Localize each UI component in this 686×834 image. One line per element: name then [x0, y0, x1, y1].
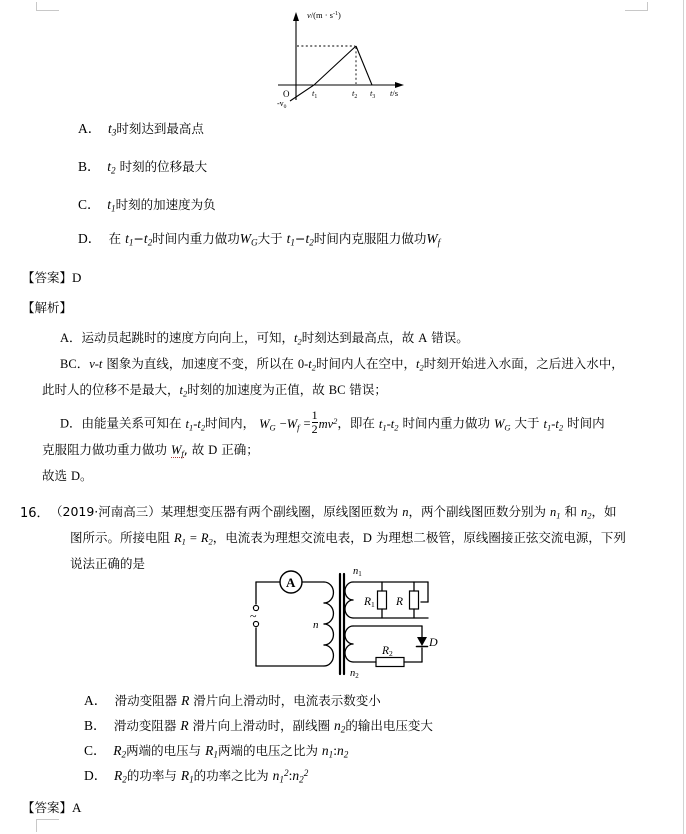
q15-analysis-label-text: 【解析】: [22, 300, 73, 315]
q16-option-b-label: B．: [84, 718, 107, 733]
velocity-time-figure: [0, 0, 686, 108]
q15-answer-value: D: [72, 270, 82, 285]
q16-option-a: A． 滑动变阻器 R 滑片向上滑动时，电流表示数变小: [84, 693, 381, 708]
q15-option-c: C． $t_1$时刻的加速度为负: [78, 197, 216, 214]
q16-number: [20, 502, 50, 521]
crop-mark-bottom-left: [36, 819, 59, 832]
q15-analysis-line-1: A．运动员起跳时的速度方向向上，可知，$t_2$时刻达到最高点，故 A 错误。: [60, 330, 469, 347]
q16-number-text: 16．: [20, 506, 50, 521]
q15-answer-label: 【答案】: [22, 270, 73, 285]
diode-label: D: [429, 635, 438, 649]
q15-analysis-line-5: 克服阻力做功重力做功 $W_f$, 故 D 正确；: [42, 442, 259, 459]
q15-option-d-label: D．: [78, 231, 102, 246]
q15-analysis-line-3: 此时人的位移不是最大，$t_2$时刻的加速度为正值，故 BC 错误；: [42, 382, 387, 399]
q16-answer-label: 【答案】: [22, 800, 73, 815]
q15-option-b-label: B．: [78, 159, 101, 174]
q16-stem-line-3: [70, 554, 145, 572]
resistor-r1-label: R1: [364, 596, 375, 609]
q16-stem-line-1: （2019·河南高三）某理想变压器有两个副线圈，原线图匝数为 n，两个副线图匝数分别为 $n_1$ 和 $n_2$，如: [50, 504, 617, 521]
q15-analysis-line-2: BC．v-t 图象为直线，加速度不变，所以在 $0-t_2$时间内人在空中，$t_2$时刻开始进入水面，之后进入水中，: [60, 356, 624, 373]
q15-option-d: D． 在 $t_1-t_2$时间内重力做功$W_G$大于 $t_1-t_2$时间内克服阻力做功$W_f$: [78, 231, 441, 248]
q16-source: （2019·河南高三）: [50, 504, 161, 519]
q15-option-a: A． $t_3$时刻达到最高点: [78, 121, 204, 138]
q15-answer-line: [22, 268, 81, 286]
vt-tick-t2: $t_2$: [352, 88, 358, 100]
q16-option-c-label: C．: [84, 743, 107, 758]
q16-answer-value: A: [72, 800, 82, 815]
page-edge-line: [683, 0, 684, 834]
q15-analysis-line-4: D．由能量关系可知在 $t_1-t_2$时间内， $W_G -W_f$ = $\frac{1}{2}$ $mv^2$，即在 $t_1-t_2$ 时间内重力做功 $W_G$ 大于 $t_1-t_2$ 时间内: [60, 408, 605, 436]
vt-tick-t1: $t_1$: [312, 88, 318, 100]
primary-coil-label: n: [313, 619, 319, 631]
q15-option-b: B． $t_2$ 时刻的位移最大: [78, 159, 208, 176]
secondary1-label: n1: [353, 566, 362, 578]
q16-answer-line: [22, 798, 81, 816]
q16-stem-line-2: 图所示。所接电阻 $R_1 = R_2$，电流表为理想交流电表，D 为理想二极管，原线圈接正弦交流电源，下列: [70, 530, 626, 547]
q16-option-d-label: D．: [84, 768, 108, 784]
q16-option-a-label: A．: [84, 693, 108, 708]
q16-option-b: B． 滑动变阻器 R 滑片向上滑动时，副线圈 $n_2$的输出电压变大: [84, 718, 433, 735]
vt-tick-t3: $t_3$: [370, 88, 376, 100]
q16-option-d: D． $R_2$的功率与 $R_1$的功率之比为 $n_1^2:n_2^2$: [84, 768, 309, 785]
vt-origin-label: O: [283, 89, 290, 99]
vt-y-axis-label: $v/(m \cdot s^{-1})$: [307, 10, 341, 20]
rheostat-r-label: R: [396, 596, 404, 608]
resistor-r2-label: R2: [382, 645, 393, 658]
q16-option-c: C． $R_2$两端的电压与 $R_1$两端的电压之比为 $n_1:n_2$: [84, 743, 349, 760]
q15-analysis-label: [22, 298, 72, 316]
secondary2-label: n2: [350, 668, 359, 680]
ac-source-symbol: ~: [250, 609, 257, 623]
q15-option-c-label: C．: [78, 197, 101, 212]
vt-x-axis-label: t/s: [390, 88, 399, 98]
q15-analysis-line-6: 故选 D。: [42, 468, 93, 483]
ammeter-label: A: [286, 575, 296, 590]
transformer-circuit-figure: [236, 566, 446, 682]
q15-option-a-label: A．: [78, 121, 102, 136]
vt-y-negative-label: $-v_0$: [277, 99, 287, 108]
q16-stem-line-3-text: 说法正确的是: [70, 556, 146, 571]
